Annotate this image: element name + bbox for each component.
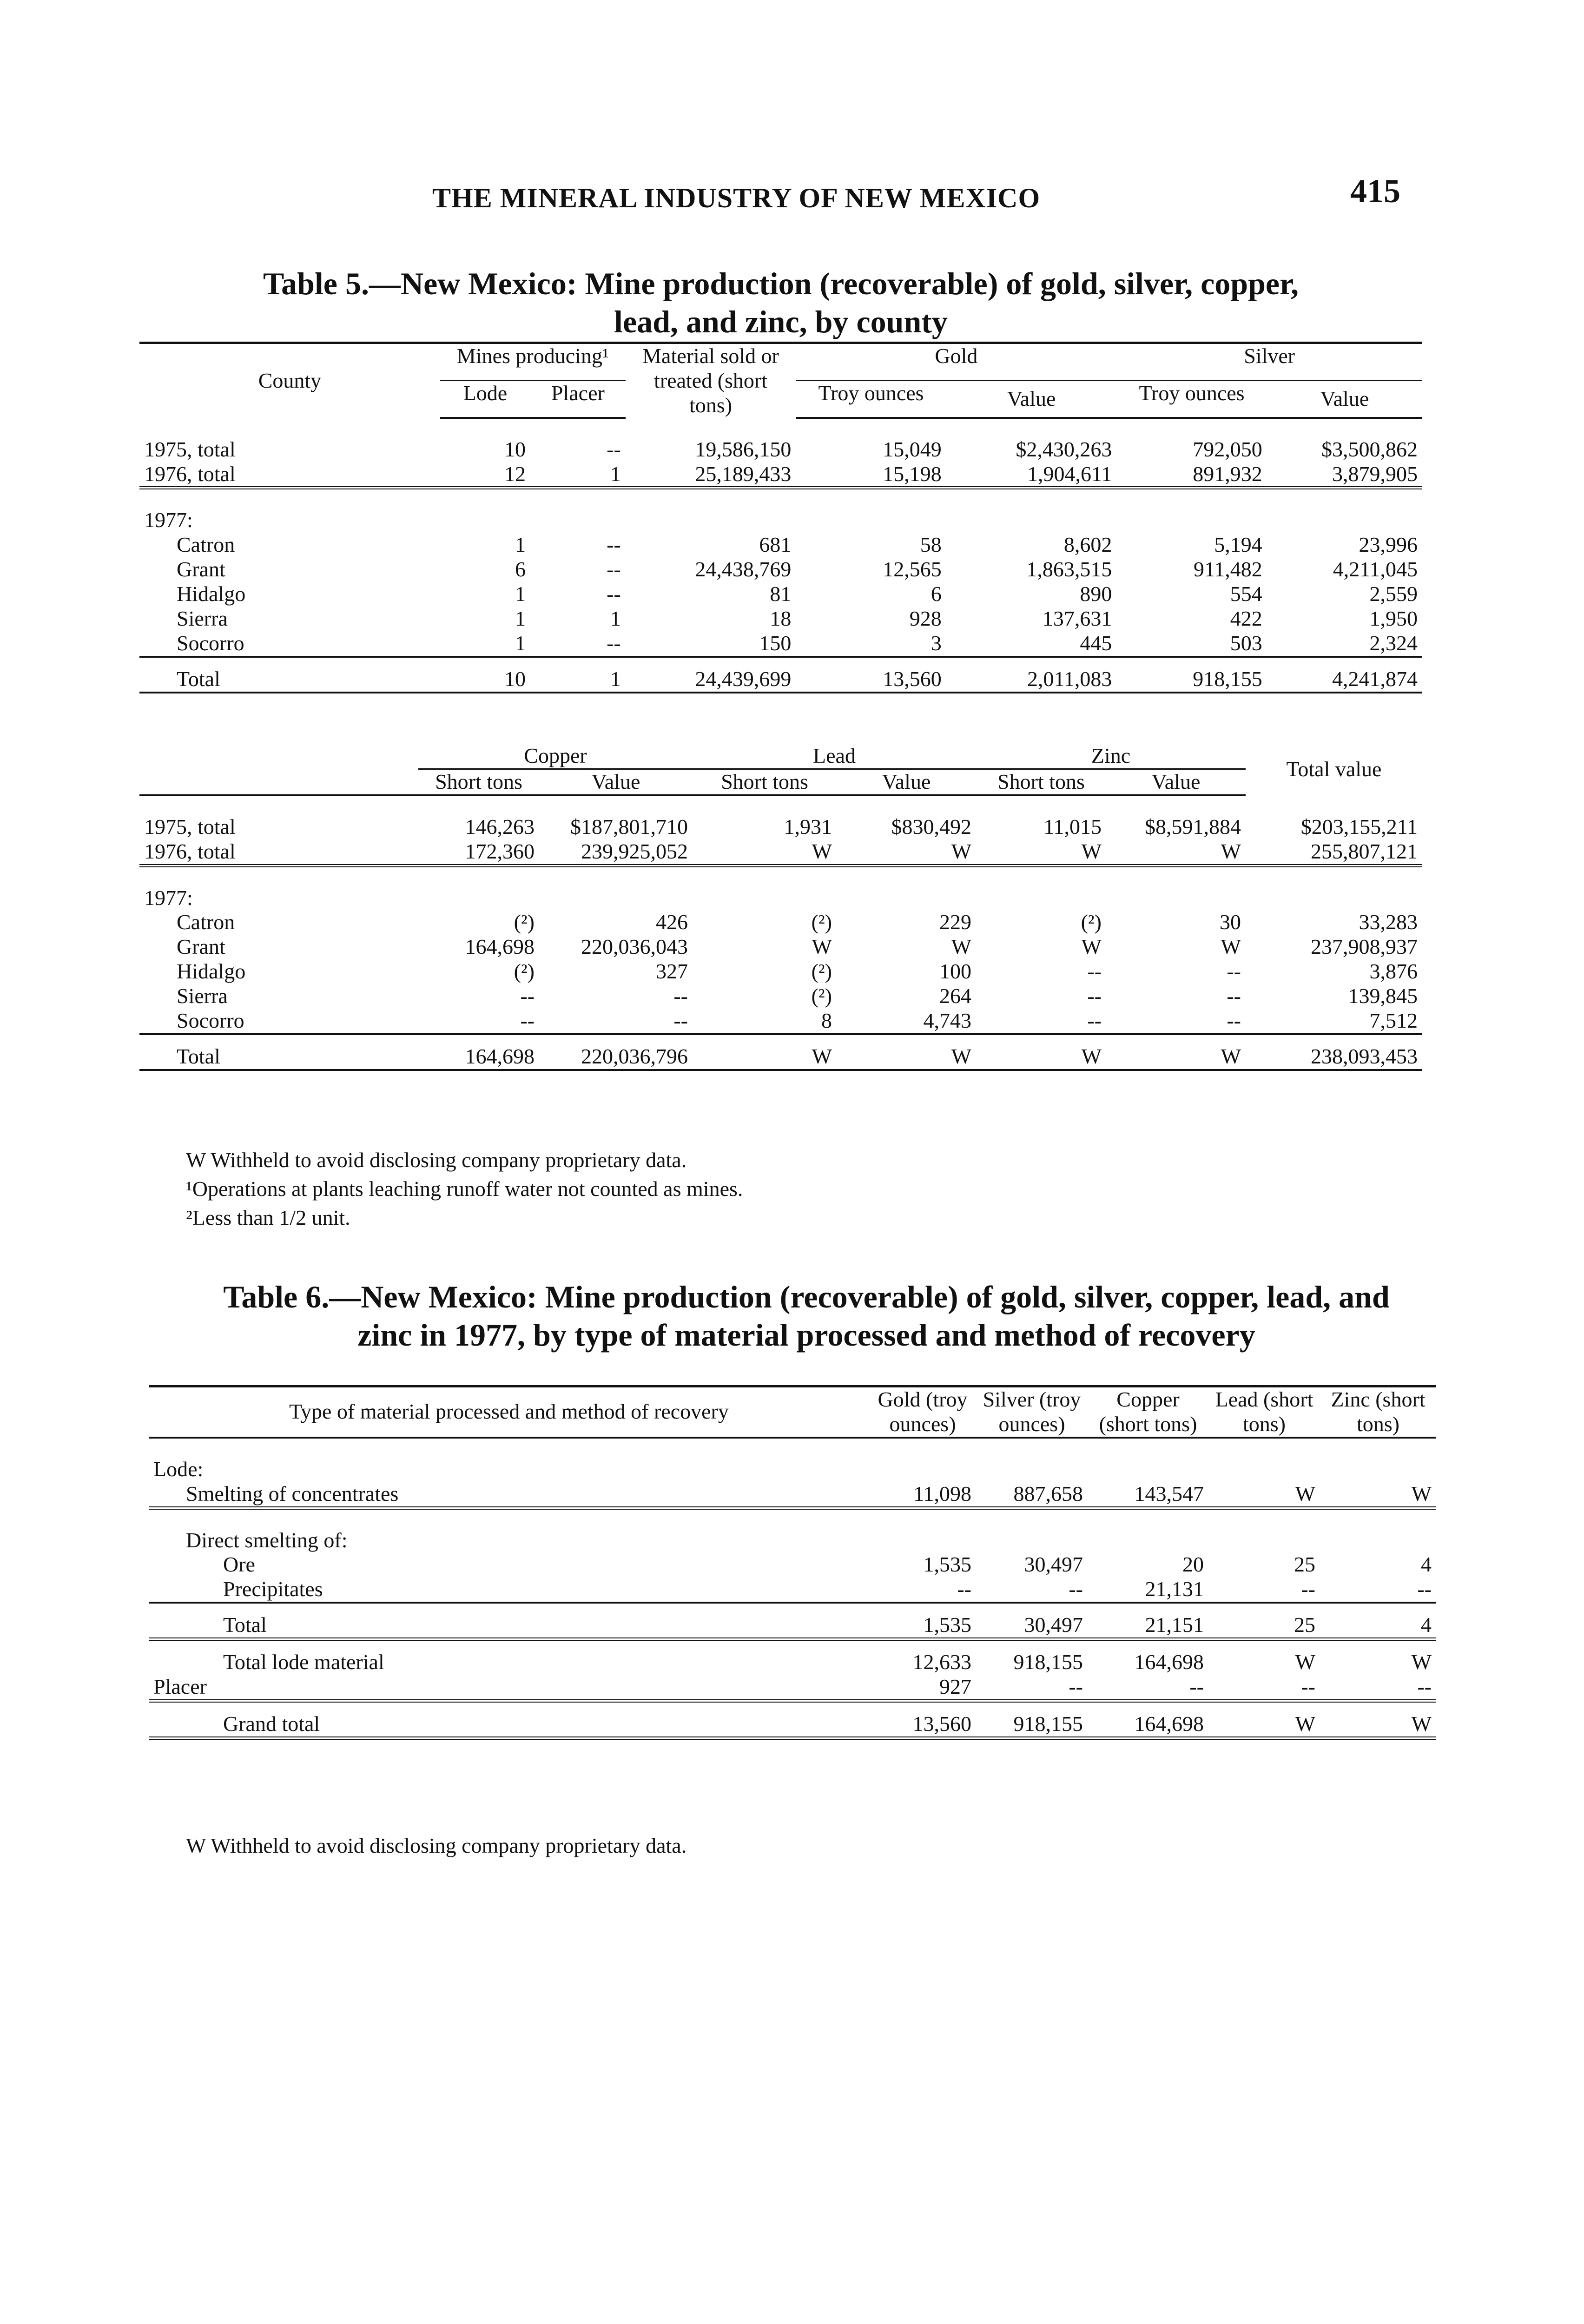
cell-material: 81: [770, 582, 792, 606]
cell-gold: 1,535: [869, 1613, 976, 1639]
cell-lode: 1: [515, 607, 526, 631]
cell-gold-oz: 3: [796, 631, 946, 657]
cell-copper: 21,151: [1088, 1613, 1208, 1639]
cell-gold: 12,633: [912, 1650, 971, 1674]
row-label: Precipitates: [149, 1577, 869, 1603]
cell-silver-value: 2,559: [1369, 582, 1418, 606]
cell-gold-value: 137,631: [1042, 607, 1112, 631]
cell-placer: --: [607, 557, 621, 581]
cell-placer: --: [530, 631, 626, 657]
cell-zinc-tons: --: [1087, 984, 1102, 1008]
cell-gold: 1,535: [923, 1552, 971, 1577]
table-row: [139, 959, 1422, 984]
cell-silver: 887,658: [976, 1482, 1088, 1508]
cell-zinc-tons: --: [976, 1009, 1106, 1034]
cell-zinc-tons: W: [1081, 935, 1102, 959]
cell-lead-value: W: [837, 1044, 976, 1070]
cell-copper-tons: 164,698: [418, 1044, 539, 1070]
cell-zinc-value: W: [1106, 839, 1246, 865]
col-material: Material sold or treated (short tons): [626, 343, 796, 418]
cell-lead-tons: (²): [811, 984, 832, 1008]
table-row: [149, 1552, 1436, 1577]
cell-gold: 11,098: [869, 1482, 976, 1508]
cell-copper: 164,698: [1088, 1712, 1208, 1738]
table-row: [139, 910, 1422, 935]
col-silver-value: Value: [1267, 380, 1422, 417]
cell-lead-tons: 1,931: [784, 814, 832, 838]
cell-zinc-value: --: [1106, 1009, 1246, 1034]
table-row: [139, 533, 1422, 557]
col-lead: Lead (short tons): [1208, 1386, 1320, 1438]
year-label: 1977:: [144, 508, 193, 532]
cell-lead: W: [1208, 1482, 1320, 1508]
cell-gold-oz: 15,198: [796, 462, 946, 488]
cell-silver: 918,155: [1013, 1650, 1083, 1674]
col-zinc-value: Value: [1106, 769, 1246, 795]
cell-lead-value: 100: [939, 959, 971, 984]
cell-copper: 20: [1182, 1552, 1204, 1577]
row-label: 1976, total: [139, 462, 440, 488]
col-silver: Silver: [1116, 343, 1422, 381]
row-label: Hidalgo: [177, 582, 246, 606]
cell-silver-oz: 503: [1116, 631, 1267, 657]
row-label: Catron: [177, 910, 235, 934]
col-gold-troy: Troy ounces: [796, 380, 946, 417]
row-label: Catron: [177, 533, 235, 557]
cell-silver-oz: 422: [1230, 607, 1262, 631]
col-silver-troy: Troy ounces: [1116, 380, 1267, 417]
cell-placer: --: [607, 582, 621, 606]
cell-zinc: W: [1320, 1712, 1436, 1738]
row-label: 1975, total: [144, 814, 236, 838]
table5-title: [223, 265, 1339, 341]
row-label: Grand total: [149, 1712, 869, 1738]
table-row: [139, 1009, 1422, 1034]
cell-placer: 1: [530, 667, 626, 693]
cell-silver: 918,155: [976, 1712, 1088, 1738]
cell-placer: 1: [530, 462, 626, 488]
col-lead: Lead: [693, 744, 976, 769]
cell-total-value: 139,845: [1348, 984, 1418, 1008]
cell-lode: 10: [504, 437, 526, 461]
cell-zinc-tons: --: [1087, 959, 1102, 984]
cell-gold-oz: 15,049: [883, 437, 942, 461]
col-zinc: Zinc (short tons): [1320, 1386, 1436, 1438]
row-label: 1976, total: [139, 839, 418, 865]
col-copper: Copper (short tons): [1088, 1386, 1208, 1438]
col-lode: Lode: [440, 380, 530, 417]
cell-copper: 143,547: [1088, 1482, 1208, 1508]
table5-copper-lead-zinc: [139, 744, 1422, 1071]
cell-lode: 1: [515, 582, 526, 606]
cell-lead: 25: [1294, 1552, 1315, 1577]
cell-copper-value: 239,925,052: [539, 839, 693, 865]
table-row: [149, 1482, 1436, 1508]
col-lead-tons: Short tons: [693, 769, 837, 795]
cell-material: 25,189,433: [626, 462, 796, 488]
cell-zinc-tons: 11,015: [1043, 814, 1102, 838]
cell-zinc-value: W: [1221, 935, 1241, 959]
table6-title: [181, 1278, 1432, 1354]
cell-gold-value: 2,011,083: [946, 667, 1117, 693]
cell-copper: 164,698: [1134, 1650, 1204, 1674]
cell-zinc: --: [1320, 1675, 1436, 1701]
cell-silver: 30,497: [1024, 1552, 1083, 1577]
footnote-2: ²Less than 1/2 unit.: [186, 1206, 350, 1230]
running-title: THE MINERAL INDUSTRY OF NEW MEXICO: [432, 183, 1041, 213]
cell-gold-value: 890: [1080, 582, 1112, 606]
col-copper-value: Value: [539, 769, 693, 795]
table6: [149, 1385, 1436, 1740]
cell-lead-value: W: [837, 839, 976, 865]
cell-silver-oz: 554: [1230, 582, 1262, 606]
cell-silver-oz: 792,050: [1193, 437, 1262, 461]
row-label: Total lode material: [223, 1650, 384, 1674]
col-gold-value: Value: [946, 380, 1117, 417]
row-label: Ore: [223, 1552, 255, 1577]
col-placer: Placer: [530, 380, 626, 417]
cell-zinc-value: --: [1227, 959, 1241, 984]
cell-silver-oz: 891,932: [1116, 462, 1267, 488]
cell-lead: --: [1208, 1675, 1320, 1701]
table6-footnote: W Withheld to avoid disclosing company proprietary data.: [186, 1834, 687, 1857]
table-row: [139, 815, 1422, 839]
cell-gold-value: 1,863,515: [1026, 557, 1112, 581]
col-mines-producing: Mines producing¹: [440, 343, 626, 381]
cell-material: 681: [759, 533, 792, 557]
cell-lead-value: 4,743: [837, 1009, 976, 1034]
cell-total-value: 255,807,121: [1246, 839, 1422, 865]
footnote-withheld: W Withheld to avoid disclosing company proprietary data.: [186, 1148, 687, 1172]
cell-gold: 927: [869, 1675, 976, 1701]
table-row: [139, 607, 1422, 631]
table-row-total: [139, 667, 1422, 693]
table-row: [149, 1675, 1436, 1701]
col-gold: Gold (troy ounces): [869, 1386, 976, 1438]
cell-gold-oz: 13,560: [796, 667, 946, 693]
row-label: Sierra: [177, 607, 228, 631]
table5-title-line1: Table 5.—New Mexico: Mine production (recoverable) of gold, silver, copper,: [263, 266, 1299, 301]
cell-copper-tons: --: [520, 984, 535, 1008]
col-silver: Silver (troy ounces): [976, 1386, 1088, 1438]
row-label: 1975, total: [144, 437, 236, 461]
col-county: County: [139, 343, 440, 418]
col-gold: Gold: [796, 343, 1116, 381]
row-label: Total: [139, 667, 440, 693]
cell-copper-value: --: [673, 984, 688, 1008]
row-label: Grant: [177, 557, 225, 581]
cell-copper-value: 220,036,043: [581, 935, 688, 959]
cell-material: 24,438,769: [695, 557, 792, 581]
cell-silver-value: 4,241,874: [1267, 667, 1422, 693]
direct-smelting-label: Direct smelting of:: [186, 1528, 348, 1552]
cell-zinc-value: $8,591,884: [1145, 814, 1241, 838]
lode-label: Lode:: [153, 1457, 204, 1481]
cell-copper-tons: (²): [514, 959, 535, 984]
cell-copper: --: [1088, 1675, 1208, 1701]
table-row: [139, 582, 1422, 607]
cell-silver-value: 23,996: [1359, 533, 1418, 557]
row-label: Hidalgo: [177, 959, 246, 984]
table-row: [149, 1613, 1436, 1639]
cell-silver: --: [976, 1577, 1088, 1603]
cell-zinc-tons: W: [976, 839, 1106, 865]
cell-copper-tons: 164,698: [465, 935, 535, 959]
table-row-total: [139, 1044, 1422, 1070]
cell-lead-value: 229: [939, 910, 971, 934]
cell-silver-value: 4,211,045: [1333, 557, 1418, 581]
col-type: Type of material processed and method of recovery: [149, 1386, 869, 1438]
cell-placer: --: [607, 533, 621, 557]
cell-material: 24,439,699: [626, 667, 796, 693]
cell-zinc-value: 30: [1220, 910, 1241, 934]
row-label: Total: [149, 1613, 869, 1639]
cell-zinc: 4: [1421, 1552, 1432, 1577]
cell-lode: 1: [440, 631, 530, 657]
cell-silver-value: $3,500,862: [1321, 437, 1418, 461]
cell-copper-value: $187,801,710: [570, 814, 688, 838]
cell-total-value: 33,283: [1359, 910, 1418, 934]
cell-gold-oz: 12,565: [883, 557, 942, 581]
cell-gold-oz: 58: [920, 533, 942, 557]
year-label: 1977:: [144, 885, 193, 910]
table-row: [139, 631, 1422, 657]
cell-gold-value: 445: [946, 631, 1117, 657]
col-copper: Copper: [418, 744, 693, 769]
table-row: [139, 984, 1422, 1009]
cell-total-value: 237,908,937: [1311, 935, 1418, 959]
cell-lode: 10: [440, 667, 530, 693]
cell-silver-oz: 918,155: [1116, 667, 1267, 693]
cell-total-value: 238,093,453: [1246, 1044, 1422, 1070]
cell-lead-tons: W: [812, 935, 832, 959]
table-row: [149, 1577, 1436, 1603]
cell-material: 18: [770, 607, 792, 631]
cell-lead: W: [1208, 1712, 1320, 1738]
col-zinc: Zinc: [976, 744, 1246, 769]
page-number: 415: [1350, 172, 1400, 210]
table5-gold-silver: [139, 342, 1422, 693]
cell-copper-value: --: [539, 1009, 693, 1034]
cell-lode: 1: [515, 533, 526, 557]
cell-lead-value: 264: [939, 984, 971, 1008]
cell-gold-value: 8,602: [1063, 533, 1112, 557]
cell-lead-tons: (²): [811, 910, 832, 934]
cell-total-value: $203,155,211: [1300, 814, 1418, 838]
table5-footnotes: [186, 1146, 743, 1232]
table6-title-line1: Table 6.—New Mexico: Mine production (recoverable) of gold, silver, copper, lead, and: [223, 1279, 1390, 1314]
cell-zinc: --: [1320, 1577, 1436, 1603]
table-row: [149, 1650, 1436, 1675]
cell-copper-value: 426: [656, 910, 688, 934]
cell-zinc-value: W: [1106, 1044, 1246, 1070]
col-lead-value: Value: [837, 769, 976, 795]
cell-lead: --: [1208, 1577, 1320, 1603]
col-copper-tons: Short tons: [418, 769, 539, 795]
cell-material: 19,586,150: [695, 437, 792, 461]
cell-zinc: 4: [1320, 1613, 1436, 1639]
cell-copper-tons: 172,360: [418, 839, 539, 865]
cell-placer: 1: [610, 607, 621, 631]
cell-copper-tons: 146,263: [465, 814, 535, 838]
cell-zinc-tons: W: [976, 1044, 1106, 1070]
row-label: Smelting of concentrates: [149, 1482, 869, 1508]
cell-silver-oz: 911,482: [1193, 557, 1262, 581]
footnote-1: ¹Operations at plants leaching runoff water not counted as mines.: [186, 1177, 743, 1201]
cell-lead: 25: [1208, 1613, 1320, 1639]
col-total-value: Total value: [1286, 757, 1382, 781]
cell-lode: 12: [440, 462, 530, 488]
cell-silver: 30,497: [976, 1613, 1088, 1639]
cell-silver-oz: 5,194: [1214, 533, 1262, 557]
row-label: Socorro: [139, 631, 440, 657]
cell-lead-tons: W: [693, 1044, 837, 1070]
cell-gold-oz: 6: [931, 582, 942, 606]
table6-title-line2: zinc in 1977, by type of material processed and method of recovery: [357, 1317, 1255, 1353]
table-row-grand-total: [149, 1712, 1436, 1738]
cell-copper: 21,131: [1088, 1577, 1208, 1603]
row-label: Socorro: [139, 1009, 418, 1034]
cell-total-value: 7,512: [1246, 1009, 1422, 1034]
cell-gold: 13,560: [869, 1712, 976, 1738]
cell-copper-value: 220,036,796: [539, 1044, 693, 1070]
cell-gold-value: 1,904,611: [946, 462, 1117, 488]
cell-lead: W: [1295, 1650, 1315, 1674]
row-label: Total: [139, 1044, 418, 1070]
cell-lead-tons: 8: [693, 1009, 837, 1034]
row-label: Grant: [177, 935, 225, 959]
table-row: [139, 557, 1422, 582]
cell-gold-value: $2,430,263: [1016, 437, 1112, 461]
cell-zinc: W: [1320, 1482, 1436, 1508]
cell-copper-tons: (²): [514, 910, 535, 934]
table-row: [139, 462, 1422, 488]
cell-placer: --: [607, 437, 621, 461]
cell-zinc-tons: (²): [1081, 910, 1102, 934]
cell-silver-value: 2,324: [1267, 631, 1422, 657]
cell-zinc-value: --: [1227, 984, 1241, 1008]
cell-zinc: W: [1411, 1650, 1432, 1674]
cell-gold: --: [869, 1577, 976, 1603]
cell-lead-value: $830,492: [891, 814, 971, 838]
cell-material: 150: [626, 631, 796, 657]
cell-silver-value: 1,950: [1369, 607, 1418, 631]
table-row: [139, 935, 1422, 959]
cell-copper-tons: --: [418, 1009, 539, 1034]
row-label: Placer: [149, 1675, 869, 1701]
table-row: [139, 839, 1422, 865]
row-label: Sierra: [177, 984, 228, 1008]
col-zinc-tons: Short tons: [976, 769, 1106, 795]
cell-lead-tons: (²): [811, 959, 832, 984]
cell-total-value: 3,876: [1369, 959, 1418, 984]
table-row: [139, 437, 1422, 462]
cell-lead-value: W: [951, 935, 971, 959]
cell-silver-value: 3,879,905: [1267, 462, 1422, 488]
cell-copper-value: 327: [656, 959, 688, 984]
cell-lead-tons: W: [693, 839, 837, 865]
table5-title-line2: lead, and zinc, by county: [614, 304, 948, 339]
cell-silver: --: [976, 1675, 1088, 1701]
cell-gold-oz: 928: [909, 607, 942, 631]
cell-lode: 6: [515, 557, 526, 581]
